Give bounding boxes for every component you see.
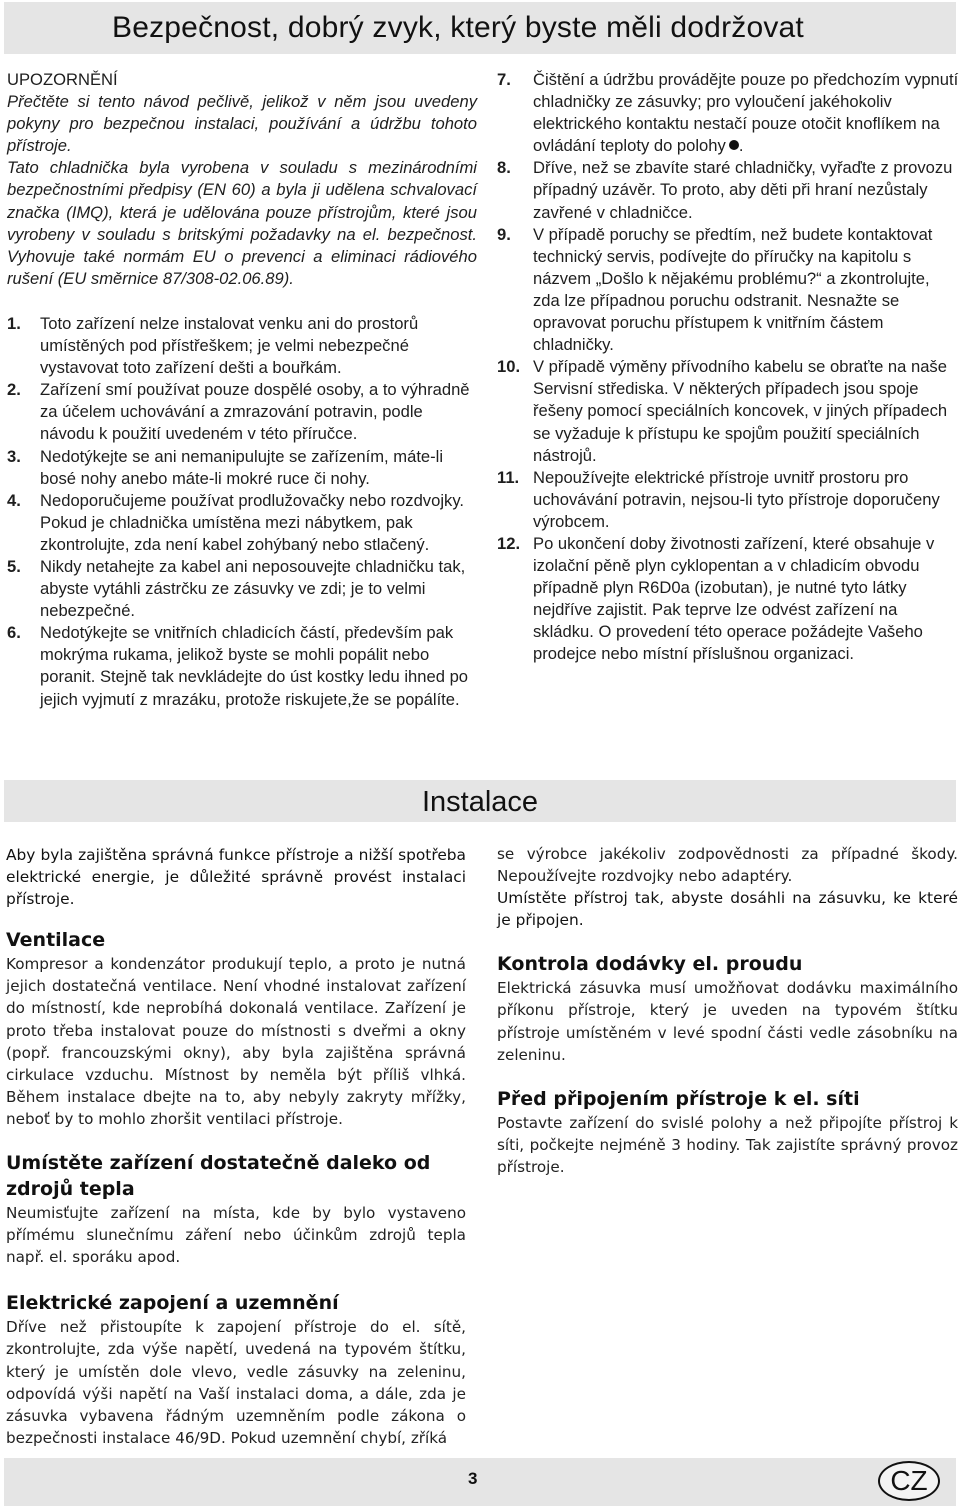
left-column-safety [7,69,477,711]
right-column-safety [497,69,959,666]
list-item: 7. Čištění a údržbu provádějte pouze po předchozím vypnutí chladničky ze zásuvky; pro vyloučení jakéhokoliv elektrického kontaktu nestačí pouze otočit knoflíkem na ovládání teploty do polohy . [497,70,959,156]
list-item-text: Nikdy netahejte za kabel ani neposouvejte chladničku tak, abyste vytáhli zástrčku ze zásuvky ve zdi; je to velmi nebezpečné. [40,556,466,621]
list-item-number: 6. [7,623,21,643]
list-item-text: Nedotýkejte se ani nemanipulujte se zařízením, máte-li bosé nohy anebo máte-li mokré ruce či nohy. [40,446,444,488]
list-item [497,356,959,466]
list-item [7,446,477,490]
ventilation-text: Kompresor a kondenzátor produkují teplo, a proto je nutná jejich dostatečná ventilace. Není vhodné instalovat zařízení do místností, kde neprobíhá dokonalá ventilace. Zařízení je proto třeba instalovat pouze do místnosti s dveřmi a okny (popř. francouzskými okny), aby byla zajištěna správná cirkulace vzduchu. Místnost by neměla být příliš vlhká. Během instalace dbejte na to, aby nebyly zakryty mřížky, neboť by to mohlo zhoršit ventilaci přístroje. [6,955,466,1128]
power-check-text: Elektrická zásuvka musí umožňovat dodávku maximálního příkonu přístroje, který je uveden na typovém štítku přístroje umístěném v levé spodní části vedle zásobníku na zeleninu. [497,979,958,1064]
list-item [7,313,477,379]
list-item [7,490,477,556]
before-connecting-text: Postavte zařízení do svislé polohy a než připojíte přístroj k síti, počkejte nejméně 3 hodiny. Tak zajistíte správný provoz přístroje. [497,1113,958,1176]
heading-heat-sources: Umístěte zařízení dostatečně daleko od zdrojů tepla [6,1152,431,1201]
list-item [497,467,959,533]
heat-sources-text: Neumisťujte zařízení na místa, kde by bylo vystaveno přímému slunečnímu záření nebo účinkům zdrojů tepla např. el. sporáku apod. [6,1204,466,1267]
warning-title: UPOZORNĚNÍ [7,70,118,89]
list-item-number: 9. [497,224,511,244]
list-item-text: Nedotýkejte se vnitřních chladicích částí, především pak mokrýma rukama, jelikož byste se mohli popálit nebo poranit. Stejně tak nevkládejte do úst kostky ledu ihned po jejich vyjmutí z mrazáku, protože riskujete,že se popálíte. [40,623,469,709]
list-item-number: 3. [7,446,21,466]
warning-paragraph-compliance: Tato chladnička byla vyrobena v souladu s mezinárodními bezpečnostními předpisy (EN 60) a byla ji udělena schvalovací značka (IMQ), která je udělována pouze přístrojům, které jsou vyrobeny v souladu s britskými požadavky na el. bezpečnost. Vyhovuje také normám EU o prevenci a eliminaci rádiového rušení (EU směrnice 87/308-02.06.89). [7,158,477,288]
position-dot-icon [729,140,739,150]
section-title-installation: Instalace [4,780,956,822]
heading-power-check: Kontrola dodávky el. proudu [497,953,803,976]
list-item-text: Dříve, než se zbavíte staré chladničky, vyřaďte z provozu případný uzávěr. To proto, aby děti při hraní nezůstaly zavřené v chladničce. [533,158,953,222]
list-item-text: Po ukončení doby životnosti zařízení, které obsahuje v izolační pěně plyn cyklopentan a v chladicím obvodu případně plyn R6D0a (izobutan), je nutné tyto látky nejdříve zajistit. Pak teprve lze odvést zařízení na skládku. O provedení této operace požádejte Vašeho prodejce nebo místní příslušnou organizaci. [533,533,935,664]
warning-paragraph: Přečtěte si tento návod pečlivě, jelikož v něm jsou uvedeny pokyny pro bezpečnou instalaci, používání a údržbu tohoto přístroje. [7,92,477,156]
list-item-number: 1. [7,313,21,333]
installation-right-column [497,843,958,1178]
list-item-text: Zařízení smí používat pouze dospělé osoby, a to výhradně za účelem uchovávání a zmrazování potravin, podle návodu k použití uvedeném v této příručce. [40,380,470,444]
grounding-text: Dříve než přistoupíte k zapojení přístroje do el. sítě, zkontrolujte, zda výše napětí, uvedená na typovém štítku, který je umístěn dole vlevo, vedle zásuvky na zeleninu, odpovídá výši napětí na Vaší instalaci doma, a dále, zda je zásuvka vybavena řádným uzemněním podle zákona o bezpečnosti instalace 46/9D. Pokud uzemnění chybí, zříká [6,1318,466,1447]
grounding-text-continued: se výrobce jakékoliv zodpovědnosti za případné škody. Nepoužívejte rozdvojky nebo adaptéry. [497,845,958,886]
list-item [7,622,477,710]
safety-rules-list-continued [497,69,959,666]
list-item [497,157,959,223]
list-item-number: 5. [7,556,21,576]
list-item-text: Čištění a údržbu provádějte pouze po předchozím vypnutí chladničky ze zásuvky; pro vyloučení jakéhokoliv elektrického kontaktu nestačí pouze otočit knoflíkem na ovládání teploty do polohy [533,70,959,156]
heading-before-connecting: Před připojením přístroje k el. síti [497,1087,860,1110]
list-item [497,224,959,357]
list-item-number: 8. [497,158,511,178]
heading-ventilation: Ventilace [6,929,106,952]
safety-rules-list [7,313,477,711]
list-item [7,556,477,622]
page-title: Bezpečnost, dobrý zvyk, který byste měli dodržovat [4,2,956,54]
footer-bar [4,1458,956,1506]
list-item-text: Toto zařízení nelze instalovat venku ani do prostorů umístěných pod přístřeškem; je velmi nebezpečné vystavovat toto zařízení dešti a bouřkám. [40,313,419,378]
list-item [497,533,959,666]
list-item-number: 12. [497,533,521,553]
list-item-text: V případě výměny přívodního kabelu se obraťte na naše Servisní střediska. V některých případech jsou spoje řešeny pomocí speciálních koncovek, v jiných případech se vyžaduje k přístupu ke spojům použití speciálních nástrojů. [533,357,948,465]
list-item-number: 2. [7,380,21,400]
list-item-text: Nepoužívejte elektrické přístroje uvnitř prostoru pro uchovávání potravin, nejsou-li tyto přístroje doporučeny výrobcem. [533,467,940,531]
installation-lead: Aby byla zajištěna správná funkce přístroje a nižší spotřeba elektrické energie, je důležité správně provést instalaci přístroje. [6,846,466,909]
installation-left-column [6,844,466,1449]
language-badge: CZ [878,1461,940,1501]
list-item-number: 4. [7,490,21,510]
list-item-text: Nedoporučujeme používat prodlužovačky nebo rozdvojky. Pokud je chladnička umístěna mezi nábytkem, pak zkontrolujte, zda není kabel zohýbaný nebo stlačený. [40,490,464,554]
list-item-number: 11. [497,467,520,487]
list-item [7,379,477,445]
heading-grounding: Elektrické zapojení a uzemnění [6,1292,339,1315]
list-item-number: 7. [497,70,511,89]
list-item-text: V případě poruchy se předtím, než budete kontaktovat technický servis, podívejte do příručky na kapitolu s názvem „Došlo k nějakému problému?“ a zkontrolujte, zda lze případnou poruchu odstranit. Nesnažte se opravovat poruchu přístupem k vnitřním částem chladničky. [533,224,933,355]
list-item-number: 10. [497,357,521,377]
placement-note: Umístěte přístroj tak, abyste dosáhli na zásuvku, ke které je připojen. [497,889,958,930]
page-number: 3 [468,1469,478,1488]
